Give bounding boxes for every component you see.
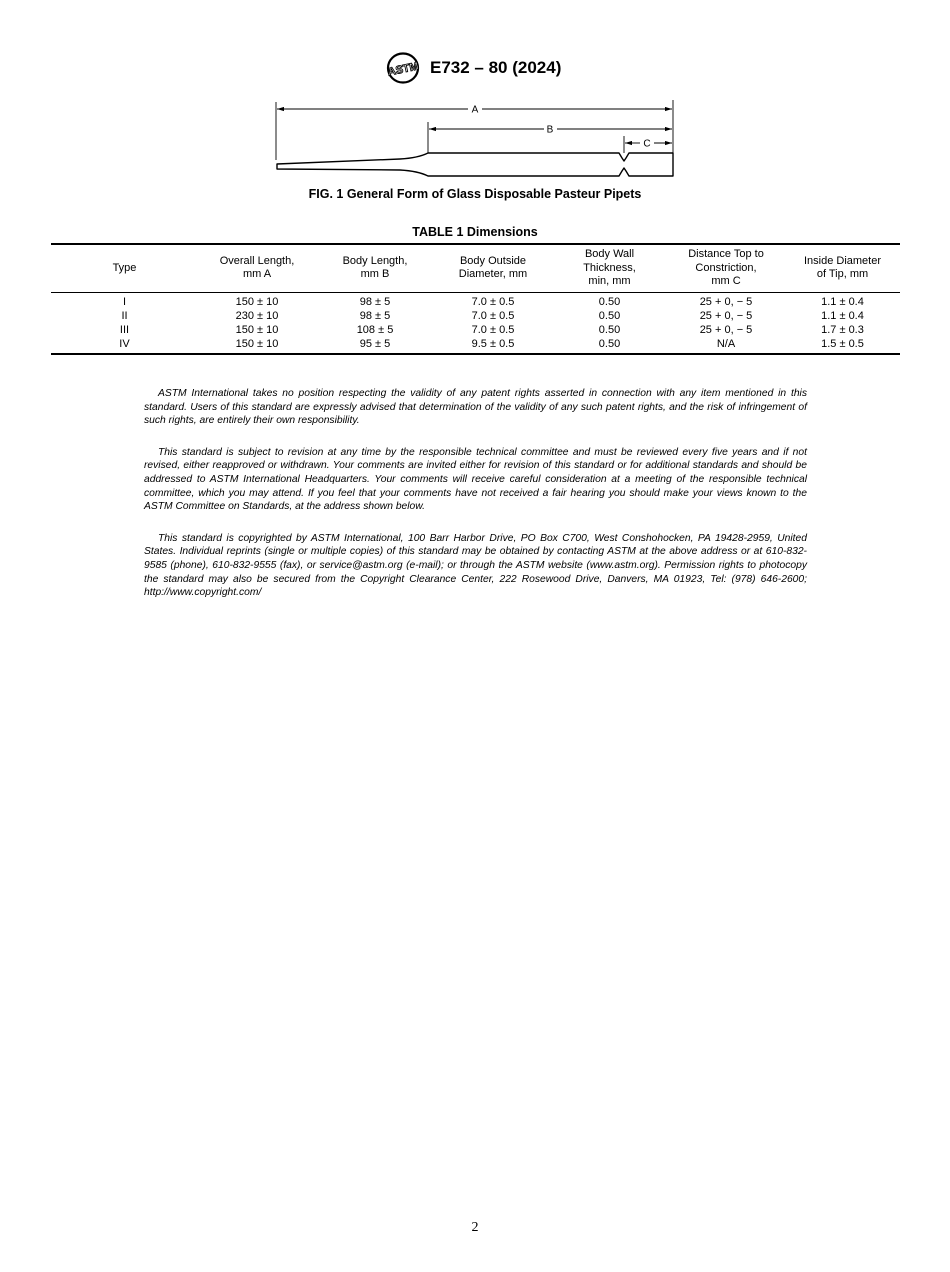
figure-caption: FIG. 1 General Form of Glass Disposable Pasteur Pipets [308,187,642,201]
table-row [51,337,900,354]
dimensions-table [51,243,900,355]
table-cell: 150 ± 10 [235,295,279,308]
table-row [51,309,900,323]
pipet-outline [277,153,673,176]
table-cell: 25 + 0, − 5 [699,309,753,322]
copyright-notice: This standard is copyrighted by ASTM International, 100 Barr Harbor Drive, PO Box C700, West Conshohocken, PA 19428-2959, United States. Individual reprints (single or multiple copies) of this standard may be obtained by contacting ASTM at the above address or at 610-832-9585 (phone), 610-832-9555 (fax), or service@astm.org (e-mail); or through the ASTM website (www.astm.org). Permission rights to photocopy the standard may also be secured from the Copyright Clearance Center, 222 Rosewood Drive, Danvers, MA 01923, Tel: (978) 646-2600; http://www.copyright.com/ [144,532,807,599]
legal-notices [144,387,807,618]
table-cell: 1.7 ± 0.3 [821,323,864,336]
table-cell: N/A [667,337,785,354]
dimension-label-c: C [643,138,651,150]
table-cell: 1.5 ± 0.5 [785,337,900,354]
table-cell: 0.50 [598,295,621,308]
page-header [0,52,950,86]
table-cell: 95 ± 5 [316,337,434,354]
dimension-label-a: A [471,104,479,116]
table-cell: 0.50 [598,323,621,336]
table-header-row [51,244,900,292]
table-cell: 0.50 [552,337,667,354]
table-cell: 230 ± 10 [235,309,279,322]
header-inside-diameter-tip: Inside Diameter of Tip, mm [785,244,900,292]
table-cell: 25 + 0, − 5 [699,323,753,336]
table-row [51,292,900,309]
astm-logo-icon [385,52,421,84]
table-cell: 7.0 ± 0.5 [471,309,515,322]
table-cell: 7.0 ± 0.5 [471,295,515,308]
table-cell: 98 ± 5 [359,309,391,322]
table-cell: 150 ± 10 [235,323,279,336]
dimension-label-b: B [546,124,554,136]
table-cell: 1.1 ± 0.4 [821,309,864,322]
page-number: 2 [471,1220,479,1235]
pipet-figure [270,98,680,182]
table-cell: 98 ± 5 [359,295,391,308]
table-cell: II [121,309,128,322]
revision-notice: This standard is subject to revision at any time by the responsible technical committee and must be reviewed every five years and if not revised, either reapproved or withdrawn. Your comments are invited either for revision of this standard or for additional standards and should be addressed to ASTM International Headquarters. Your comments will receive careful consideration at a meeting of the responsible technical committee, which you may attend. If you feel that your comments have not received a fair hearing you should make your views known to the ASTM Committee on Standards, at the address shown below. [144,446,807,513]
table-cell: 7.0 ± 0.5 [471,323,515,336]
table-cell: 25 + 0, − 5 [699,295,753,308]
table-cell: I [122,295,127,308]
table-cell: 0.50 [598,309,621,322]
table-cell: 150 ± 10 [198,337,316,354]
astm-logo-text: ASTM [386,60,420,79]
header-type: Type [51,244,198,292]
table-cell: 1.1 ± 0.4 [821,295,864,308]
patent-notice: ASTM International takes no position respecting the validity of any patent rights asserted in connection with any item mentioned in this standard. Users of this standard are expressly advised that determination of the validity of any such patent rights, and the risk of infringement of such rights, are entirely their own responsibility. [144,388,807,427]
header-body-outside-diameter: Body Outside Diameter, mm [434,244,552,292]
table-title: TABLE 1 Dimensions [412,225,538,239]
table-cell: 9.5 ± 0.5 [434,337,552,354]
table-cell: 108 ± 5 [356,323,394,336]
table-cell: III [119,323,130,336]
table-cell: IV [51,337,198,354]
header-overall-length: Overall Length, mm A [198,244,316,292]
header-distance-to-constriction: Distance Top to Constriction, mm C [667,244,785,292]
standard-designation: E732 – 80 (2024) [430,58,562,77]
header-body-wall-thickness: Body Wall Thickness, min, mm [552,244,667,292]
header-body-length: Body Length, mm B [316,244,434,292]
table-row [51,323,900,337]
